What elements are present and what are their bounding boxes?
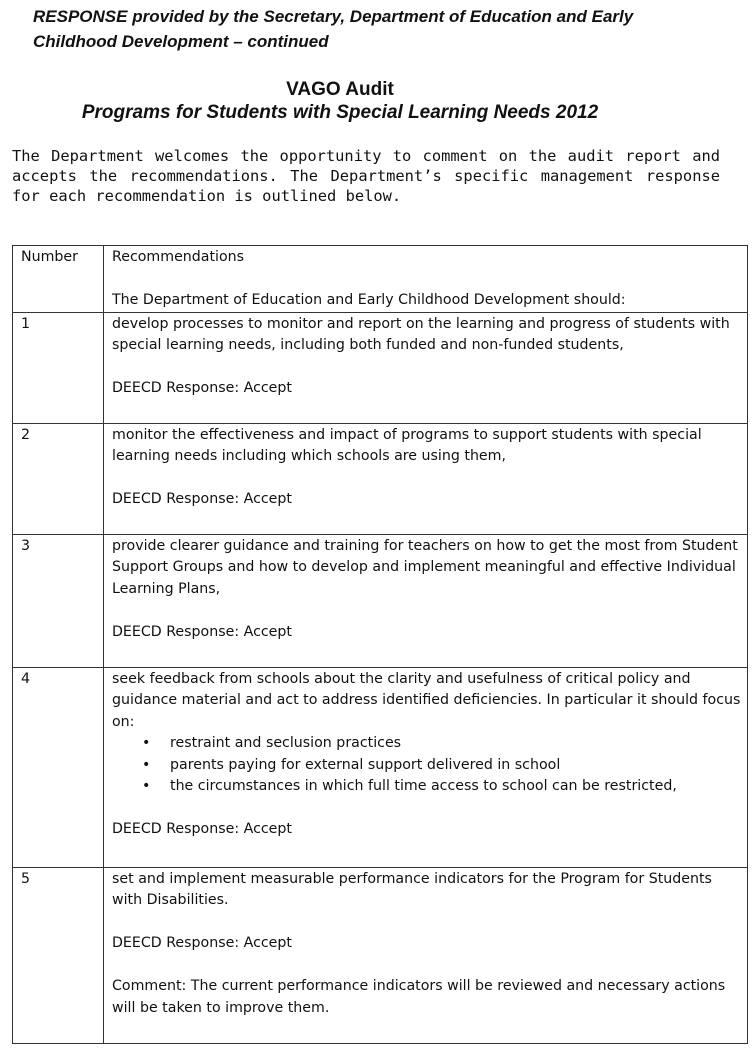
comment-text: Comment: The current performance indicators will be reviewed and necessary actions will be taken to improve them. — [112, 978, 726, 1016]
title-line-2: Programs for Students with Special Learning Needs 2012 — [81, 102, 599, 123]
bullet-list — [112, 733, 741, 798]
row-number: 2 — [13, 423, 104, 534]
recommendation-text: provide clearer guidance and training for teachers on how to get the most from Student Support Groups and how to develop and implement meaningful and effective Individual Learning Plans, — [112, 537, 738, 597]
response-text: DEECD Response: Accept — [112, 491, 292, 507]
table-header-row — [13, 246, 748, 313]
header-recommendations-label: Recommendations — [112, 249, 245, 265]
document-title — [0, 78, 680, 124]
bullet-text: the circumstances in which full time access to school can be restricted, — [170, 778, 677, 794]
row-content — [104, 423, 748, 534]
response-text: DEECD Response: Accept — [112, 623, 292, 640]
row-number: 4 — [13, 667, 104, 867]
row-content — [104, 312, 748, 423]
header-line-2: Childhood Development – continued — [33, 32, 329, 51]
header-line-1: RESPONSE provided by the Secretary, Department of Education and Early — [33, 7, 634, 26]
bullet-text: parents paying for external support delivered in school — [170, 756, 561, 773]
table-row — [13, 312, 748, 423]
table-row — [13, 867, 748, 1043]
title-line-1: VAGO Audit — [286, 79, 394, 100]
response-text: DEECD Response: Accept — [112, 935, 292, 951]
bullet-icon: • — [142, 735, 151, 751]
table-row — [13, 423, 748, 534]
header-recommendations — [104, 246, 748, 313]
row-number: 5 — [13, 867, 104, 1043]
bullet-icon: • — [142, 778, 151, 794]
row-content — [104, 867, 748, 1043]
recommendation-text: seek feedback from schools about the clarity and usefulness of critical policy and guidance material and act to address identified deficiencies. In particular it should focus on: — [112, 670, 741, 730]
recommendation-text: set and implement measurable performance indicators for the Program for Students with Disabilities. — [112, 870, 712, 908]
recommendations-table — [12, 245, 748, 1044]
list-item — [142, 755, 741, 777]
intro-paragraph: The Department welcomes the opportunity to comment on the audit report and accepts the recommendations. The Department’s specific management response for each recommendation is outlined below. — [12, 147, 720, 205]
row-content — [104, 534, 748, 667]
recommendation-text: monitor the effectiveness and impact of programs to support students with special learning needs including which schools are using them, — [112, 426, 702, 464]
list-item — [142, 776, 741, 798]
row-number: 3 — [13, 534, 104, 667]
continued-header — [33, 4, 733, 54]
response-text: DEECD Response: Accept — [112, 821, 292, 837]
response-text: DEECD Response: Accept — [112, 380, 292, 396]
list-item — [142, 733, 741, 755]
table-row — [13, 667, 748, 867]
table-row — [13, 534, 748, 667]
header-number: Number — [13, 246, 104, 313]
row-number: 1 — [13, 312, 104, 423]
bullet-text: restraint and seclusion practices — [170, 735, 402, 751]
recommendation-text: develop processes to monitor and report on the learning and progress of students with special learning needs, including both funded and non-funded students, — [112, 315, 730, 353]
row-content — [104, 667, 748, 867]
header-lead-text: The Department of Education and Early Childhood Development should: — [112, 292, 626, 308]
bullet-icon: • — [142, 756, 151, 773]
